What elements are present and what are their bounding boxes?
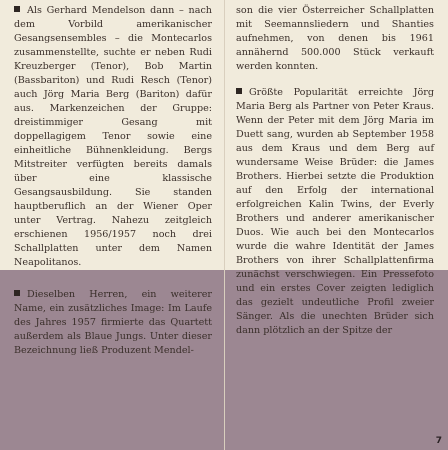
page-number: 7	[435, 436, 442, 446]
paragraph-blaue-jungs: Dieselben Herren, ein weiterer Name, ein zusätzliches Image: Im Laufe des Jahres 1957 firmierte das Quartett außerdem als Blaue Jungs. Unter dieser Bezeichnung ließ Produzent Mendel-	[14, 289, 212, 356]
paragraph-continuation: son die vier Österreicher Schallplatten mit Seemannsliedern und Shanties aufnehmen, von denen bis 1961 annähernd 500.000 Stück verkauft werden konnten.	[236, 5, 434, 72]
left-column	[14, 4, 212, 370]
column-divider	[224, 0, 225, 450]
paragraph-mendelson: Als Gerhard Mendelson dann – nach dem Vorbild amerikanischer Gesangsensembles – die Montecarlos zusammenstellte, suchte er neben Rudi Kreuzberger (Tenor), Bob Martin (Bassbariton) und Rudi Resch (Tenor) auch Jörg Maria Berg (Bariton) dafür aus. Markenzeichen der Gruppe: dreistimmiger Gesang mit doppellagigem Tenor sowie eine einheitliche Bühnenkleidung. Bergs Mitstreiter verfügten bereits damals über eine klassische Gesangsausbildung. Sie standen hauptberuflich an der Wiener Oper unter Vertrag. Nahezu zeitgleich erschienen 1956/1957 noch drei Schallplatten unter dem Namen Neapolitanos.	[14, 5, 212, 268]
paragraph-james-brothers: Größte Popularität erreichte Jörg Maria Berg als Partner von Peter Kraus. Wenn der Peter mit dem Jörg Maria im Duett sang, wurden ab September 1958 aus dem Kraus und dem Berg auf wundersame Weise Brüder: die James Brothers. Hierbei setzte die Produktion auf den Erfolg der international erfolgreichen Kalin Twins, der Everly Brothers und anderer amerikanischer Duos. Wie auch bei den Montecarlos wurde die wahre Identität der James Brothers von ihrer Schallplattenfirma zunächst verschwiegen. Ein Pressefoto und ein erstes Cover zeigten lediglich das gezielt undeutliche Profil zweier Sänger. Als die unechten Brüder sich dann plötzlich an der Spitze der	[236, 87, 434, 336]
right-column	[236, 4, 434, 350]
square-bullet-icon	[236, 88, 242, 94]
square-bullet-icon	[14, 290, 20, 296]
square-bullet-icon	[14, 6, 20, 12]
